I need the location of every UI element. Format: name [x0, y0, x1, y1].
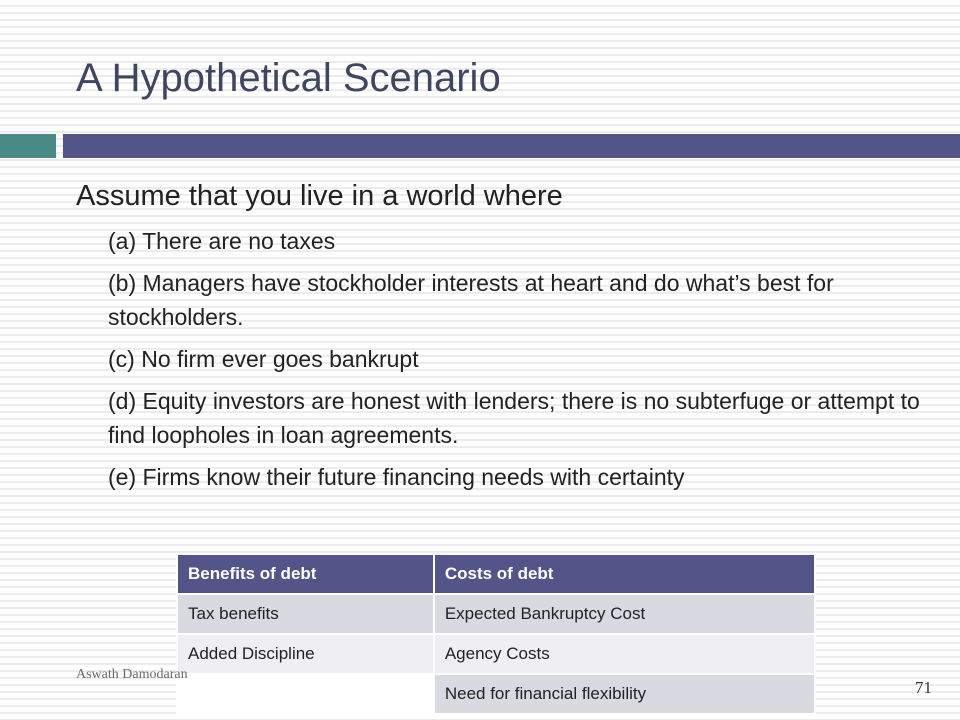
table-row: [177, 634, 815, 674]
debt-table: [176, 553, 816, 715]
assumption-item-c: (c) No firm ever goes bankrupt: [108, 346, 419, 372]
assumption-item-b: (b) Managers have stockholder interests at heart and do what’s best for stockholders.: [108, 270, 834, 330]
page-number: 71: [915, 678, 932, 697]
accent-bar-purple: [63, 134, 960, 158]
table-cell: Added Discipline: [177, 634, 434, 674]
table-row: [177, 594, 815, 634]
table-header-row: [177, 554, 815, 594]
lead-text: Assume that you live in a world where: [76, 180, 563, 212]
assumption-item-a: (a) There are no taxes: [108, 228, 336, 254]
table-cell: Need for financial flexibility: [434, 674, 815, 714]
header-benefits: Benefits of debt: [177, 554, 434, 594]
slide-title: A Hypothetical Scenario: [76, 56, 501, 100]
slide-body: [76, 176, 936, 494]
table-cell: Expected Bankruptcy Cost: [434, 594, 815, 634]
assumption-item-d: (d) Equity investors are honest with lenders; there is no subterfuge or attempt to find loopholes in loan agreements.: [108, 388, 920, 448]
table-cell-empty: [177, 674, 434, 714]
accent-bar-teal: [0, 134, 56, 158]
table-cell: Tax benefits: [177, 594, 434, 634]
table-row: [177, 674, 815, 714]
table-cell: Agency Costs: [434, 634, 815, 674]
assumption-item-e: (e) Firms know their future financing needs with certainty: [108, 464, 685, 490]
footer-author: Aswath Damodaran: [76, 667, 188, 682]
header-costs: Costs of debt: [434, 554, 815, 594]
